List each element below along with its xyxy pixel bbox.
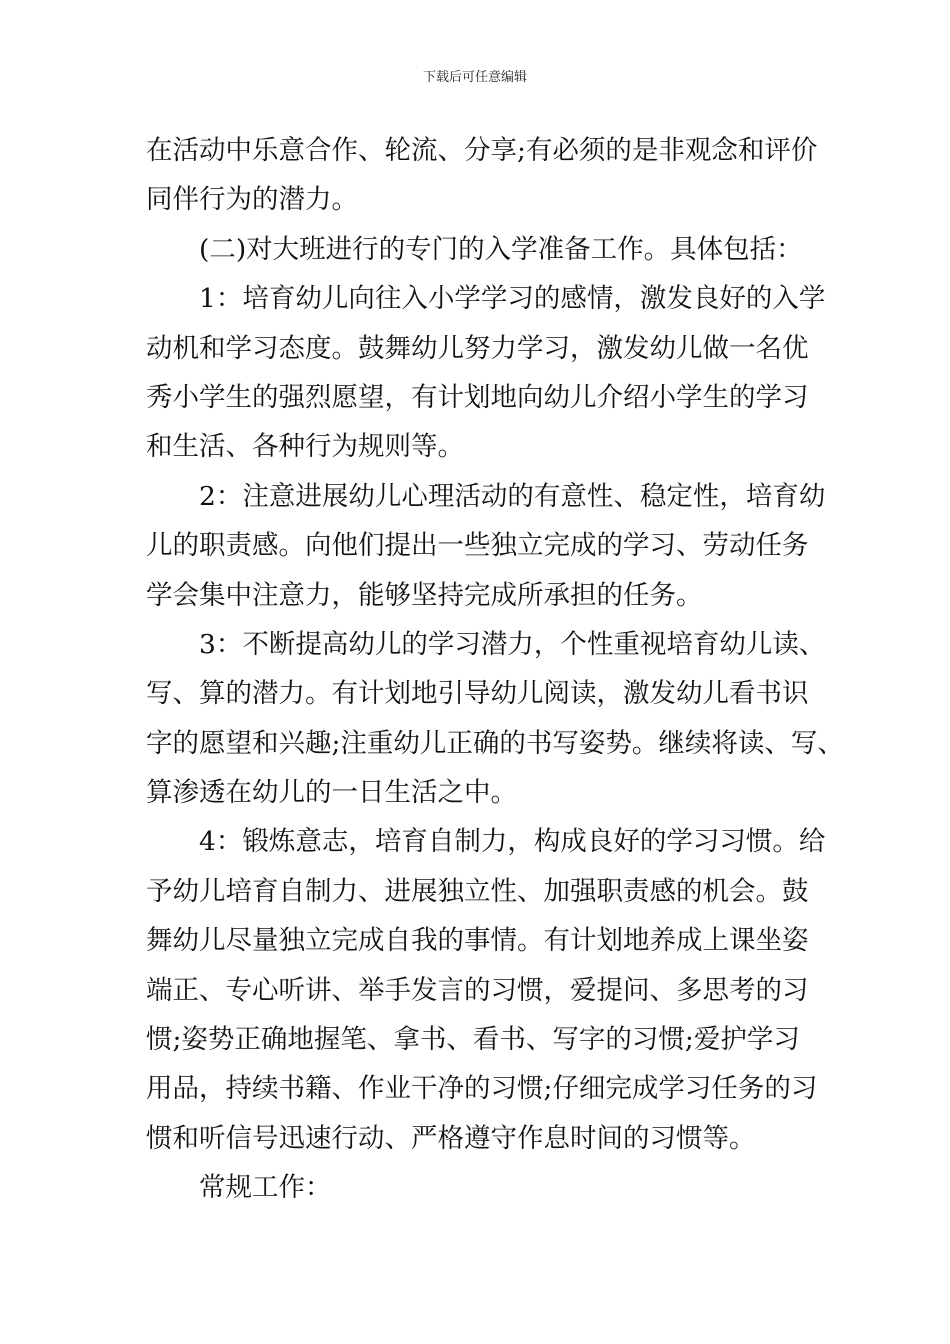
text-line: 惯和听信号迅速行动、严格遵守作息时间的习惯等。 [146, 1122, 756, 1154]
text-line: 2：注意进展幼儿心理活动的有意性、稳定性，培育幼 [146, 480, 826, 512]
text-line: 予幼儿培育自制力、进展独立性、加强职责感的机会。鼓 [146, 875, 809, 907]
text-line: 端正、专心听讲、举手发言的习惯，爱提问、多思考的习 [146, 974, 809, 1006]
page-header: 下载后可任意编辑 [422, 70, 527, 85]
text-line: 3：不断提高幼儿的学习潜力，个性重视培育幼儿读、 [146, 628, 826, 660]
text-line: 和生活、各种行为规则等。 [146, 431, 464, 463]
text-line: 写、算的潜力。有计划地引导幼儿阅读，激发幼儿看书识 [146, 678, 809, 710]
text-line: (二)对大班进行的专门的入学准备工作。具体包括： [146, 233, 803, 265]
text-line: 学会集中注意力，能够坚持完成所承担的任务。 [146, 579, 703, 611]
text-line: 在活动中乐意合作、轮流、分享;有必须的是非观念和评价 [146, 135, 818, 166]
document-body [146, 126, 846, 1213]
text-line: 1：培育幼儿向往入小学学习的感情，激发良好的入学 [146, 283, 826, 315]
text-line: 字的愿望和兴趣;注重幼儿正确的书写姿势。继续将读、写、 [146, 727, 844, 759]
text-line: 秀小学生的强烈愿望，有计划地向幼儿介绍小学生的学习 [146, 381, 809, 413]
text-line: 儿的职责感。向他们提出一些独立完成的学习、劳动任务 [146, 530, 809, 562]
text-line: 惯;姿势正确地握笔、拿书、看书、写字的习惯;爱护学习 [146, 1024, 800, 1056]
text-line: 用品，持续书籍、作业干净的习惯;仔细完成学习任务的习 [146, 1073, 818, 1105]
text-line: 常规工作： [146, 1172, 332, 1204]
text-line: 4：锻炼意志，培育自制力，构成良好的学习习惯。给 [146, 826, 826, 858]
text-line: 算渗透在幼儿的一日生活之中。 [146, 777, 517, 809]
text-line: 动机和学习态度。鼓舞幼儿努力学习，激发幼儿做一名优 [146, 332, 809, 364]
text-line: 同伴行为的潜力。 [146, 184, 358, 216]
text-line: 舞幼儿尽量独立完成自我的事情。有计划地养成上课坐姿 [146, 925, 809, 957]
